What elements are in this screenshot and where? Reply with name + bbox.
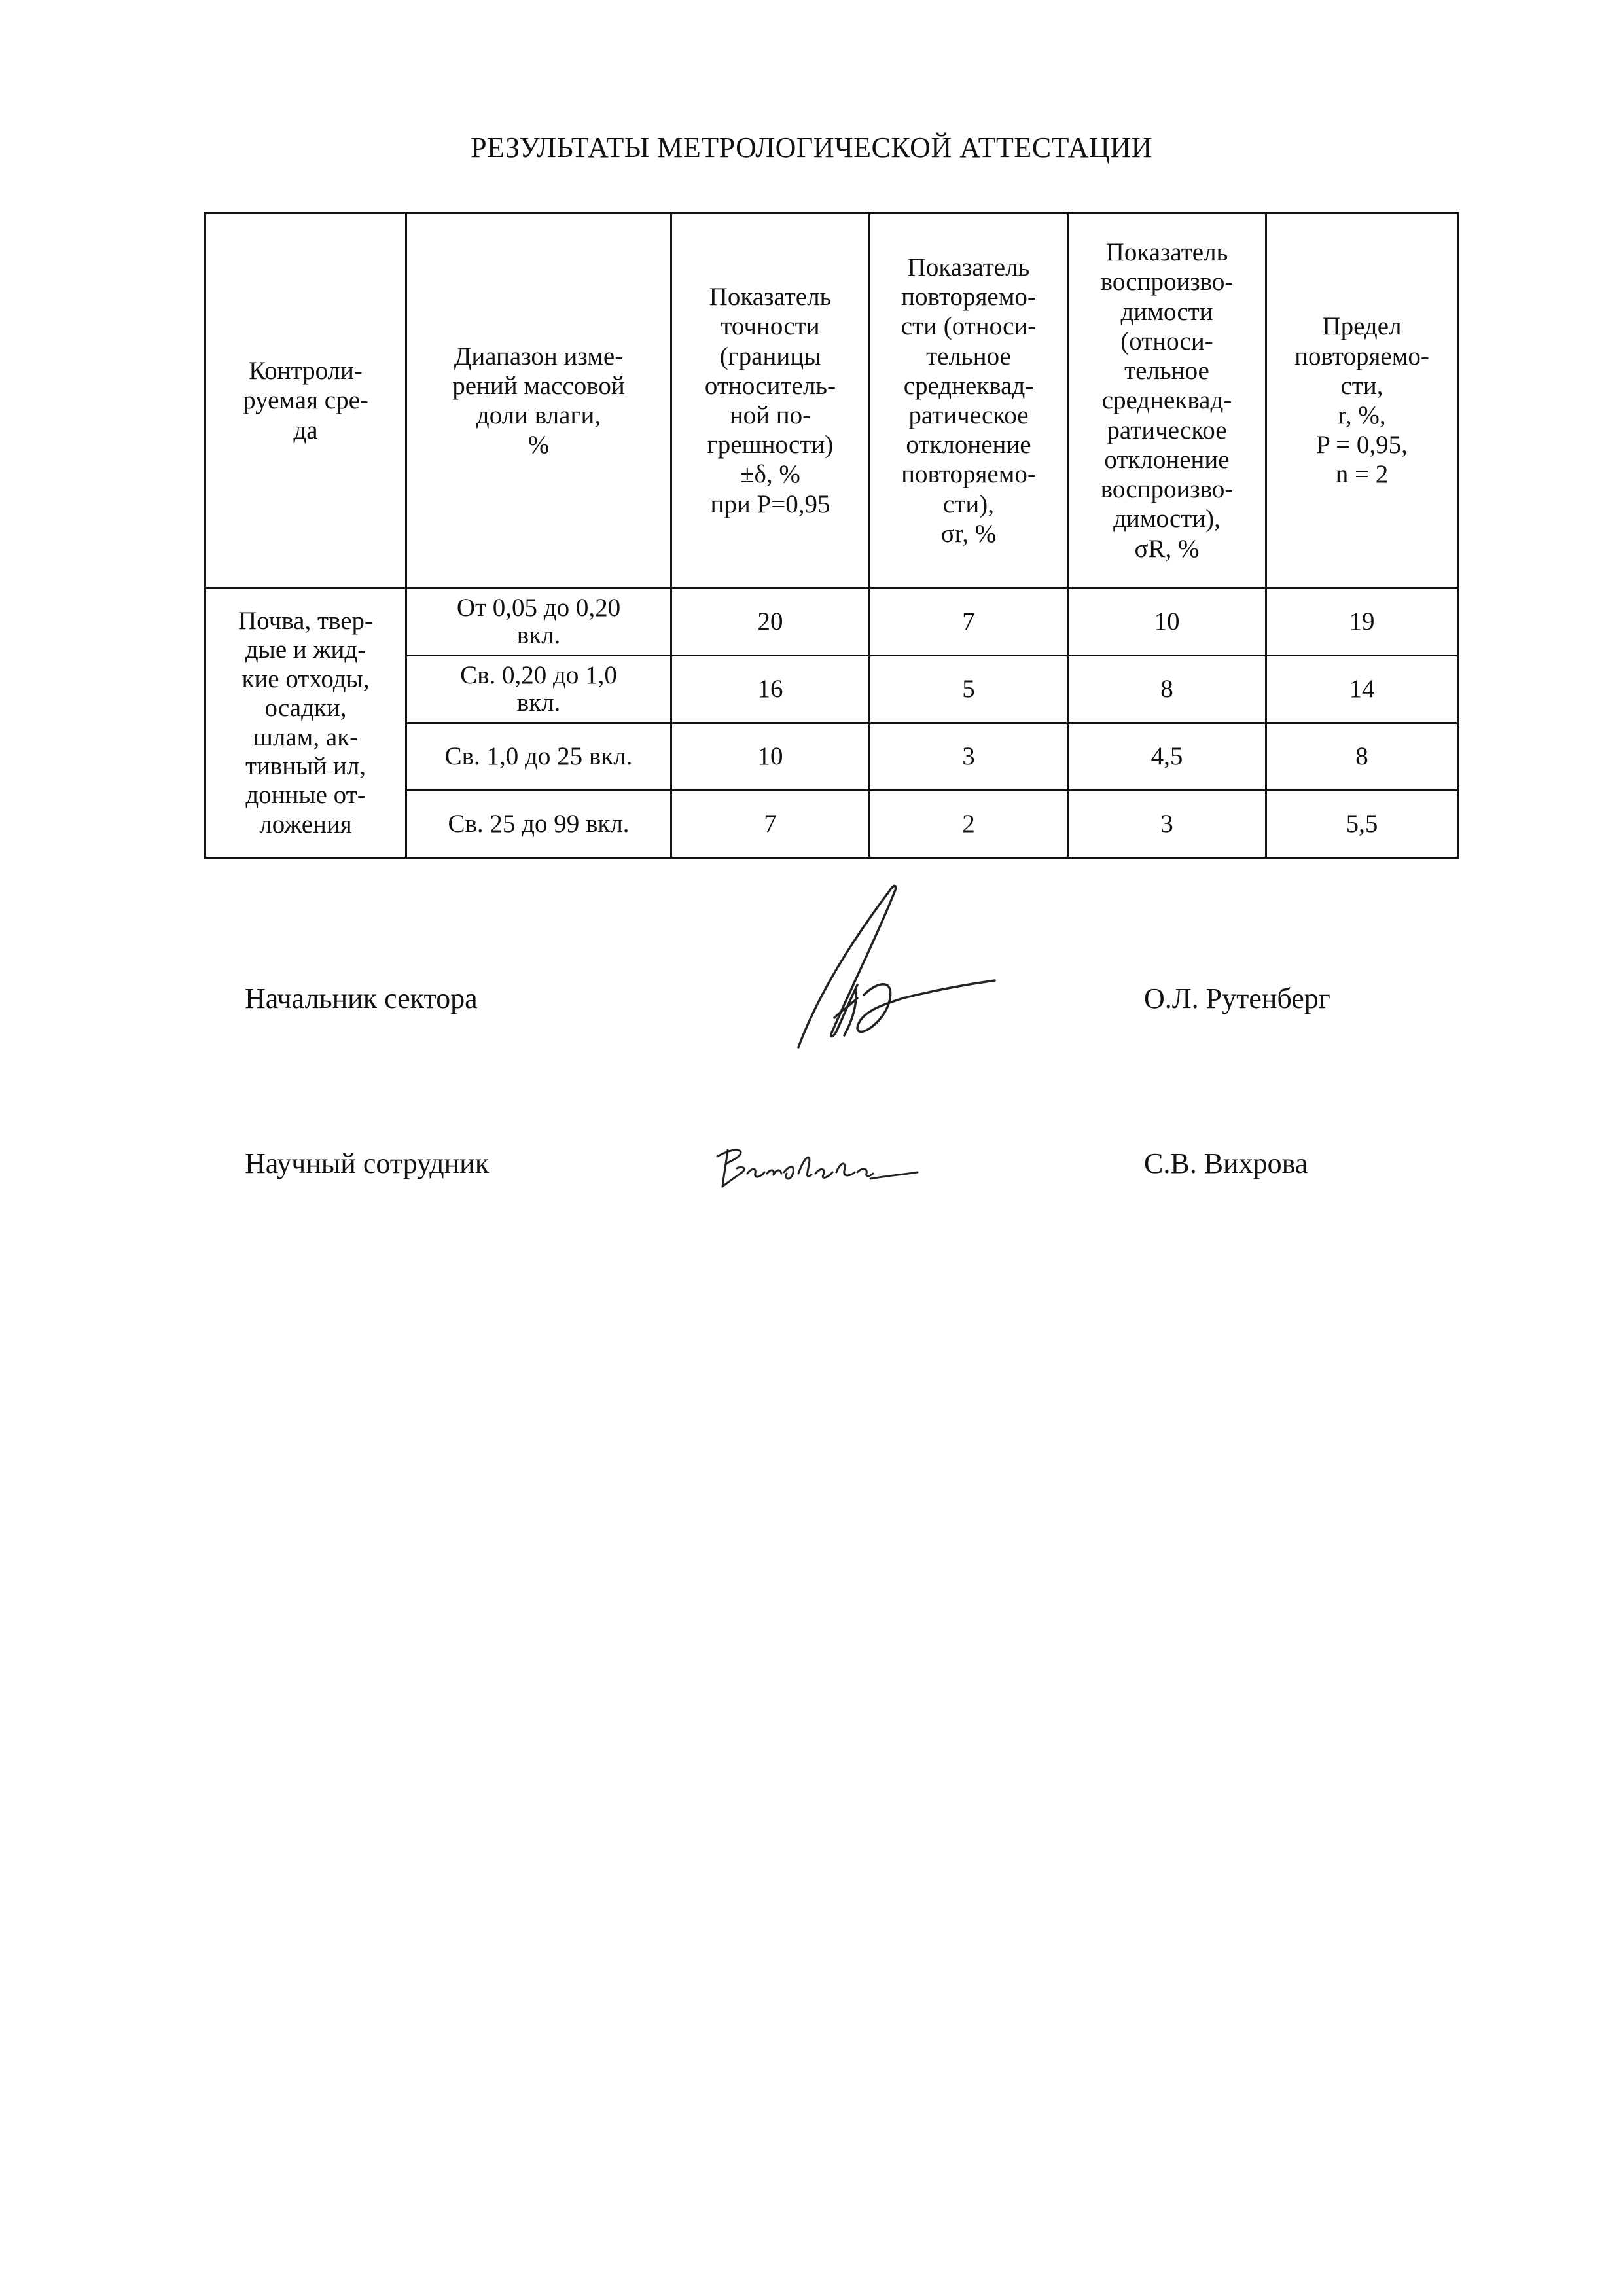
reproducibility-cell: 10 <box>1068 588 1266 656</box>
range-cell: От 0,05 до 0,20 вкл. <box>406 588 671 656</box>
signature-2-image <box>713 1136 923 1194</box>
header-medium: Контроли- руемая сре- да <box>205 213 406 588</box>
header-repeatability: Показатель повторяемо- сти (относи- тельное среднеквад- ратическое отклонение повторяемо- сти), σr, % <box>870 213 1068 588</box>
limit-cell: 14 <box>1266 656 1458 723</box>
accuracy-cell: 16 <box>671 656 870 723</box>
limit-cell: 19 <box>1266 588 1458 656</box>
table-row <box>205 588 1458 656</box>
repeatability-cell: 3 <box>870 723 1068 791</box>
results-table <box>204 212 1459 859</box>
header-range: Диапазон изме- рений массовой доли влаги, % <box>406 213 671 588</box>
repeatability-cell: 5 <box>870 656 1068 723</box>
range-cell: Св. 1,0 до 25 вкл. <box>406 723 671 791</box>
header-reproducibility: Показатель воспроизво- димости (относи- тельное среднеквад- ратическое отклонение воспроизво- димости), σR, % <box>1068 213 1266 588</box>
range-cell: Св. 0,20 до 1,0 вкл. <box>406 656 671 723</box>
limit-cell: 5,5 <box>1266 791 1458 858</box>
signature-1-image <box>779 864 1001 1060</box>
reproducibility-cell: 4,5 <box>1068 723 1266 791</box>
reproducibility-cell: 3 <box>1068 791 1266 858</box>
signer-1-position: Начальник сектора <box>245 982 478 1014</box>
range-cell: Св. 25 до 99 вкл. <box>406 791 671 858</box>
repeatability-cell: 7 <box>870 588 1068 656</box>
repeatability-cell: 2 <box>870 791 1068 858</box>
header-accuracy: Показатель точности (границы относитель- ной по- грешности) ±δ, % при P=0,95 <box>671 213 870 588</box>
limit-cell: 8 <box>1266 723 1458 791</box>
accuracy-cell: 10 <box>671 723 870 791</box>
table-header-row <box>205 213 1458 588</box>
accuracy-cell: 20 <box>671 588 870 656</box>
signer-2-name: С.В. Вихрова <box>1144 1147 1308 1179</box>
signer-2-position: Научный сотрудник <box>245 1147 490 1179</box>
page-title: РЕЗУЛЬТАТЫ МЕТРОЛОГИЧЕСКОЙ АТТЕСТАЦИИ <box>471 132 1152 164</box>
reproducibility-cell: 8 <box>1068 656 1266 723</box>
signer-1-name: О.Л. Рутенберг <box>1144 982 1330 1014</box>
header-repeatability-limit: Предел повторяемо- сти, r, %, P = 0,95, n = 2 <box>1266 213 1458 588</box>
medium-cell: Почва, твер- дые и жид- кие отходы, осадки, шлам, ак- тивный ил, донные от- ложения <box>205 588 406 858</box>
accuracy-cell: 7 <box>671 791 870 858</box>
